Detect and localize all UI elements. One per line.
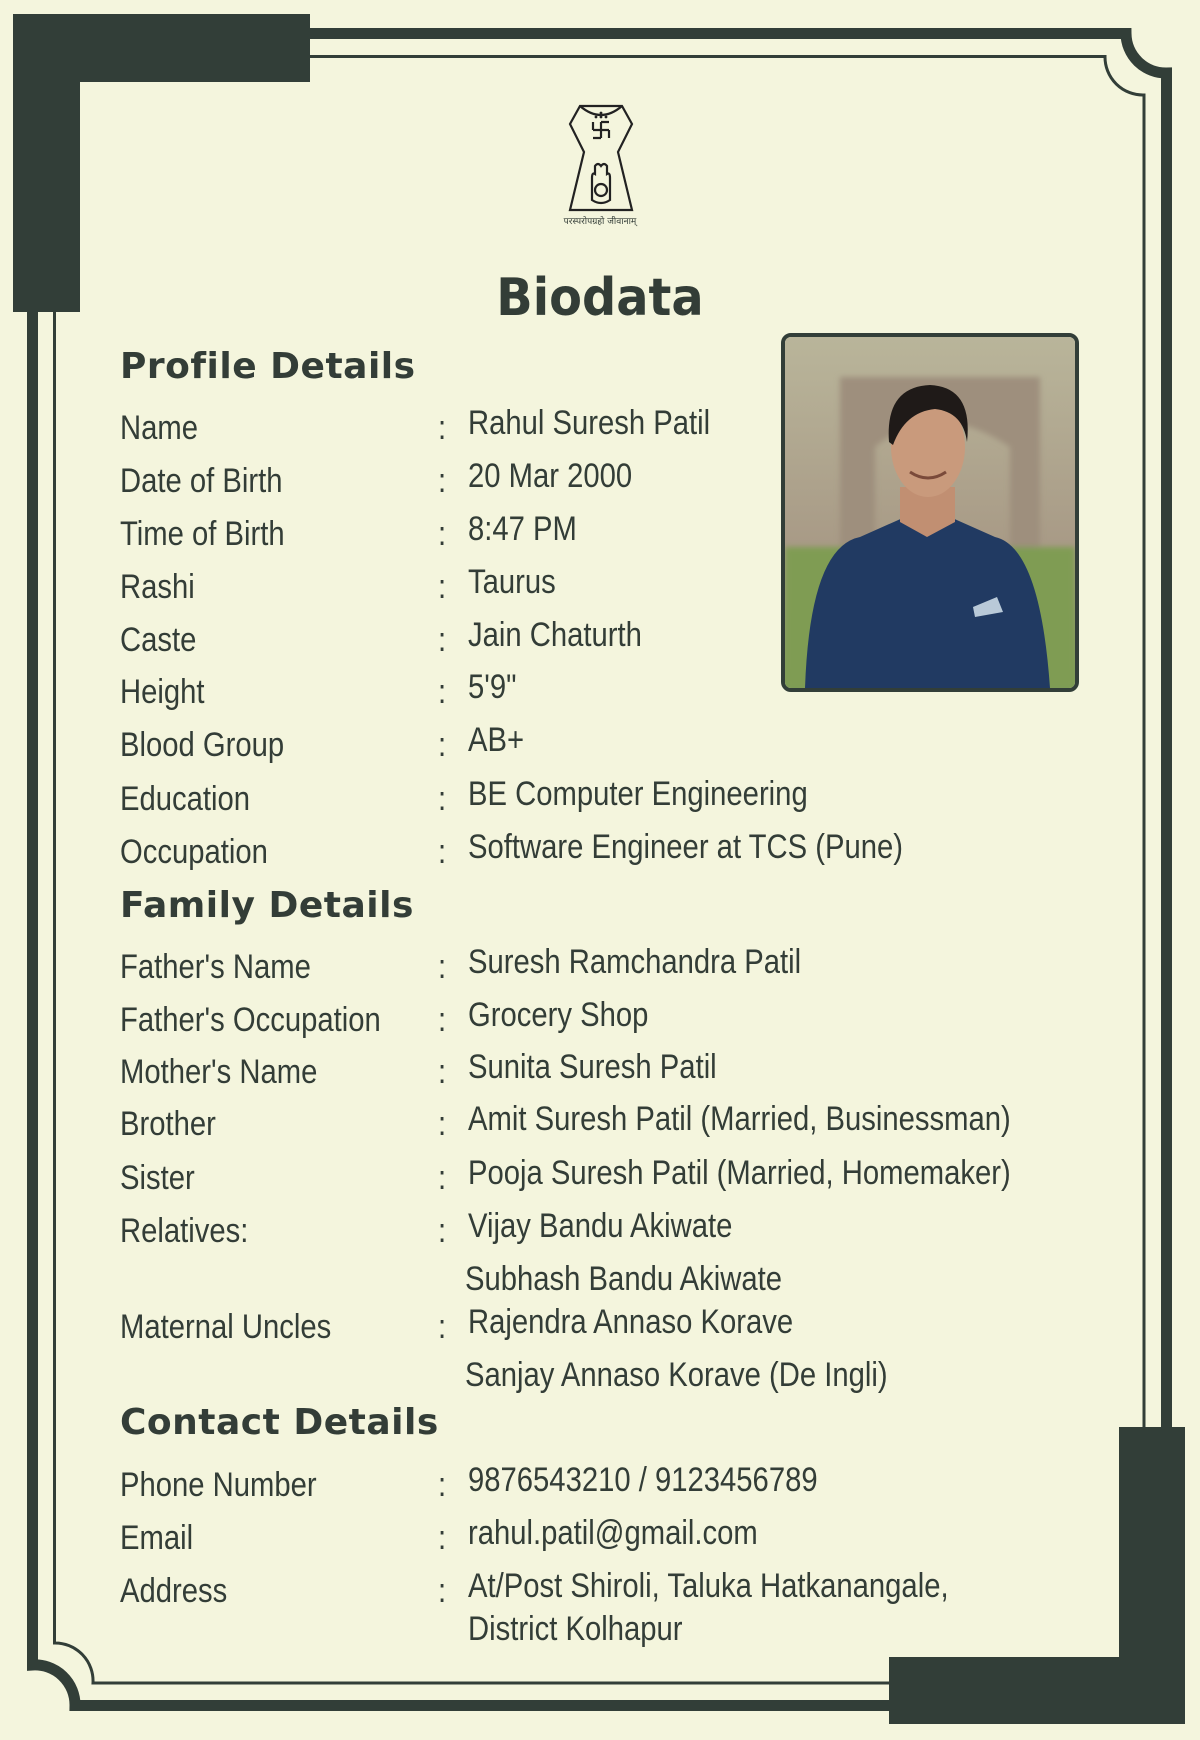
value-address-2: District Kolhapur xyxy=(468,1610,683,1648)
colon: : xyxy=(438,462,447,500)
colon: : xyxy=(438,1466,447,1504)
profile-photo xyxy=(781,333,1079,692)
value-name: Rahul Suresh Patil xyxy=(468,404,711,442)
label-education: Education xyxy=(120,780,251,818)
value-brother: Amit Suresh Patil (Married, Businessman) xyxy=(468,1100,1011,1138)
section-heading-family: Family Details xyxy=(120,885,414,926)
label-sister: Sister xyxy=(120,1159,195,1197)
colon: : xyxy=(438,1212,447,1250)
colon: : xyxy=(438,673,447,711)
label-occupation: Occupation xyxy=(120,833,268,871)
label-father-occupation: Father's Occupation xyxy=(120,1001,381,1039)
value-blood-group: AB+ xyxy=(468,721,525,759)
value-email: rahul.patil@gmail.com xyxy=(468,1514,758,1552)
label-relatives: Relatives: xyxy=(120,1212,249,1250)
colon: : xyxy=(438,948,447,986)
value-occupation: Software Engineer at TCS (Pune) xyxy=(468,828,904,866)
value-tob: 8:47 PM xyxy=(468,510,577,548)
label-maternal-uncles: Maternal Uncles xyxy=(120,1308,332,1346)
value-caste: Jain Chaturth xyxy=(468,616,642,654)
section-heading-profile: Profile Details xyxy=(120,346,416,387)
label-mother-name: Mother's Name xyxy=(120,1053,318,1091)
page-title: Biodata xyxy=(496,268,704,328)
colon: : xyxy=(438,1053,447,1091)
colon: : xyxy=(438,409,447,447)
colon: : xyxy=(438,1001,447,1039)
colon: : xyxy=(438,621,447,659)
value-relatives-2: Subhash Bandu Akiwate xyxy=(465,1260,783,1298)
colon: : xyxy=(438,726,447,764)
colon: : xyxy=(438,1105,447,1143)
section-heading-contact: Contact Details xyxy=(120,1402,439,1443)
value-father-occupation: Grocery Shop xyxy=(468,996,649,1034)
colon: : xyxy=(438,1572,447,1610)
label-email: Email xyxy=(120,1519,194,1557)
value-maternal-uncles-2: Sanjay Annaso Korave (De Ingli) xyxy=(465,1356,888,1394)
colon: : xyxy=(438,515,447,553)
label-father-name: Father's Name xyxy=(120,948,311,986)
value-father-name: Suresh Ramchandra Patil xyxy=(468,943,802,981)
value-relatives: Vijay Bandu Akiwate xyxy=(468,1207,733,1245)
label-address: Address xyxy=(120,1572,228,1610)
colon: : xyxy=(438,780,447,818)
label-name: Name xyxy=(120,409,199,447)
jain-emblem-icon xyxy=(566,104,636,216)
value-address: At/Post Shiroli, Taluka Hatkanangale, xyxy=(468,1567,949,1605)
colon: : xyxy=(438,568,447,606)
value-education: BE Computer Engineering xyxy=(468,775,808,813)
colon: : xyxy=(438,833,447,871)
label-brother: Brother xyxy=(120,1105,216,1143)
label-blood-group: Blood Group xyxy=(120,726,285,764)
colon: : xyxy=(438,1159,447,1197)
label-height: Height xyxy=(120,673,205,711)
label-phone: Phone Number xyxy=(120,1466,317,1504)
colon: : xyxy=(438,1308,447,1346)
label-caste: Caste xyxy=(120,621,197,659)
label-tob: Time of Birth xyxy=(120,515,285,553)
value-phone: 9876543210 / 9123456789 xyxy=(468,1461,818,1499)
colon: : xyxy=(438,1519,447,1557)
value-rashi: Taurus xyxy=(468,563,556,601)
logo-motto: परस्परोपग्रहो जीवानाम् xyxy=(563,217,637,227)
value-dob: 20 Mar 2000 xyxy=(468,457,633,495)
value-height: 5'9" xyxy=(468,668,517,706)
value-mother-name: Sunita Suresh Patil xyxy=(468,1048,717,1086)
value-sister: Pooja Suresh Patil (Married, Homemaker) xyxy=(468,1154,1011,1192)
label-rashi: Rashi xyxy=(120,568,195,606)
label-dob: Date of Birth xyxy=(120,462,283,500)
value-maternal-uncles: Rajendra Annaso Korave xyxy=(468,1303,794,1341)
